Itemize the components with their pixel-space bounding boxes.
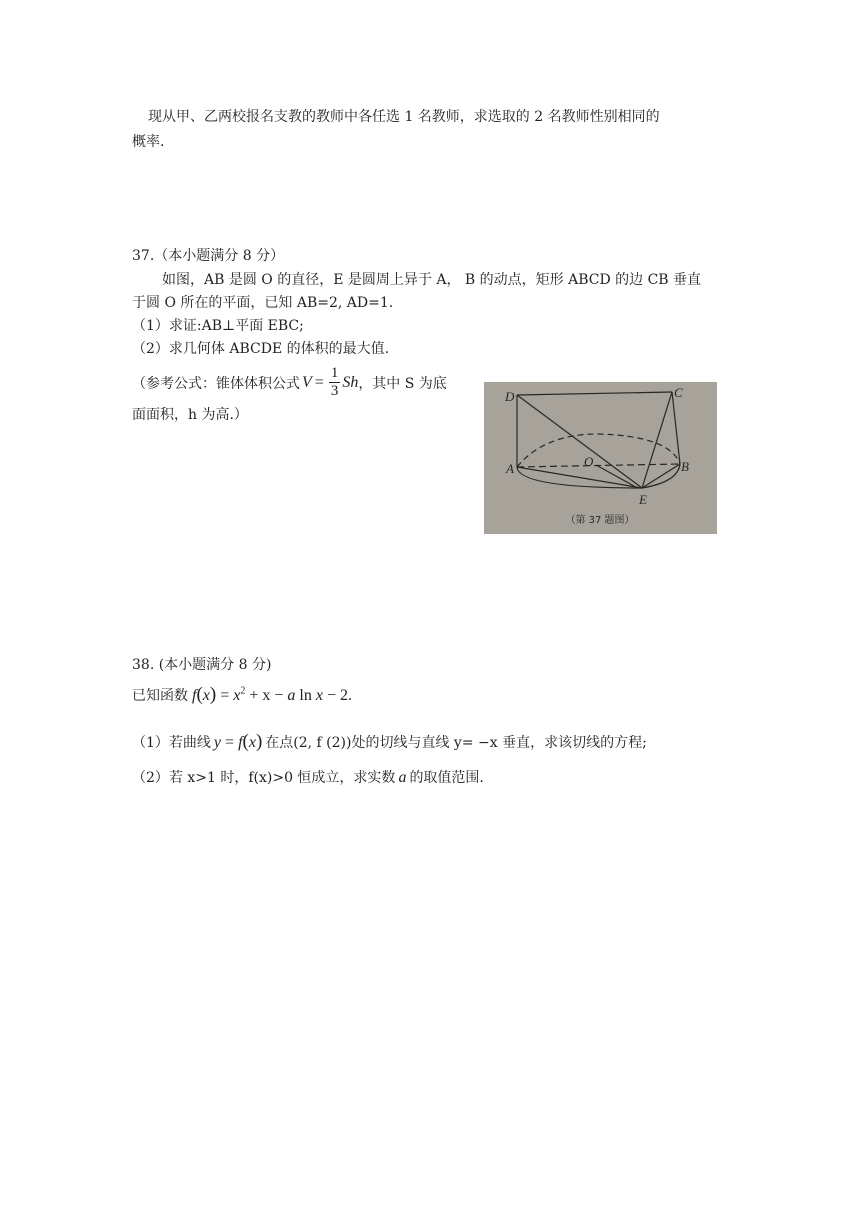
p1-f: f <box>238 734 243 751</box>
intro-line-2: 概率. <box>132 134 165 150</box>
q38-part1-suffix: 在点(2, f (2))处的切线与直线 y= −x 垂直，求该切线的方程; <box>265 735 647 751</box>
formula-eq: = <box>220 687 230 704</box>
p1-y: y <box>213 734 222 751</box>
q38-part-2 <box>132 767 484 787</box>
q37-reference-line-2: 面面积，h 为高.） <box>132 407 248 423</box>
ref-fraction-numerator: 1 <box>330 365 339 381</box>
label-C: C <box>674 385 683 400</box>
formula-f: f <box>192 687 197 704</box>
p1-eq: = <box>225 734 235 751</box>
formula-x-end: x <box>315 687 323 704</box>
q38-part1-prefix: （1）若曲线 <box>132 735 211 751</box>
label-D: D <box>505 389 515 404</box>
ref-V: V <box>302 373 312 391</box>
intro-line-1: 现从甲、乙两校报名支教的教师中各任选 1 名教师，求选取的 2 名教师性别相同的 <box>148 109 660 125</box>
q38-function-formula: $f(x) = x^2 + x - a$ ln x − 2. <box>192 684 352 705</box>
label-B: B <box>681 459 689 474</box>
ref-suffix: ，其中 S 为底 <box>358 375 447 392</box>
q37-part-1: （1）求证:AB⊥平面 EBC; <box>132 318 304 334</box>
q38-given-prefix: 已知函数 <box>132 688 188 704</box>
q37-body-line-1: 如图，AB 是圆 O 的直径，E 是圆周上异于 A， B 的动点，矩形 ABCD 的边 CB 垂直 <box>162 272 702 288</box>
ref-fraction <box>329 366 341 399</box>
ref-prefix: （参考公式：锥体体积公式 <box>132 375 300 392</box>
ref-eq: = <box>314 373 324 391</box>
label-O: O <box>584 454 594 469</box>
label-A: A <box>506 461 514 476</box>
q37-reference-formula <box>132 366 447 399</box>
q38-part-1 <box>132 731 647 753</box>
ref-Sh: Sh <box>342 373 359 391</box>
q37-header: 37.（本小题满分 8 分） <box>132 248 285 264</box>
q37-part-2: （2）求几何体 ABCDE 的体积的最大值. <box>132 341 390 357</box>
formula-period: . <box>348 687 352 704</box>
q38-part2-suffix: 的取值范围. <box>409 770 484 786</box>
label-E: E <box>639 492 647 507</box>
p1-x: x <box>248 734 256 751</box>
figure-shade <box>484 382 717 534</box>
q38-part2-a: a <box>398 769 407 786</box>
q38-part1-formula: y = f(x) <box>213 731 263 752</box>
formula-plus-x: + x − <box>249 687 284 704</box>
q37-body-line-2: 于圆 O 所在的平面，已知 AB=2, AD=1. <box>132 295 394 311</box>
formula-x2-exp: 2 <box>240 685 246 697</box>
formula-x: x <box>202 687 210 704</box>
q38-part2-fx: f(x)>0 恒成立，求实数 <box>248 770 396 786</box>
q37-figure <box>484 382 717 534</box>
formula-minus2: − 2 <box>326 687 348 704</box>
formula-x2-base: x <box>233 687 241 704</box>
q38-part2-prefix: （2）若 x>1 时， <box>132 770 249 786</box>
q38-given <box>132 684 352 706</box>
ref-fraction-denominator: 3 <box>330 383 339 399</box>
figure-caption: （第 37 题图） <box>565 515 635 526</box>
formula-a: a <box>287 687 296 704</box>
q38-header: 38. (本小题满分 8 分) <box>132 657 272 673</box>
formula-ln: ln <box>299 687 312 704</box>
